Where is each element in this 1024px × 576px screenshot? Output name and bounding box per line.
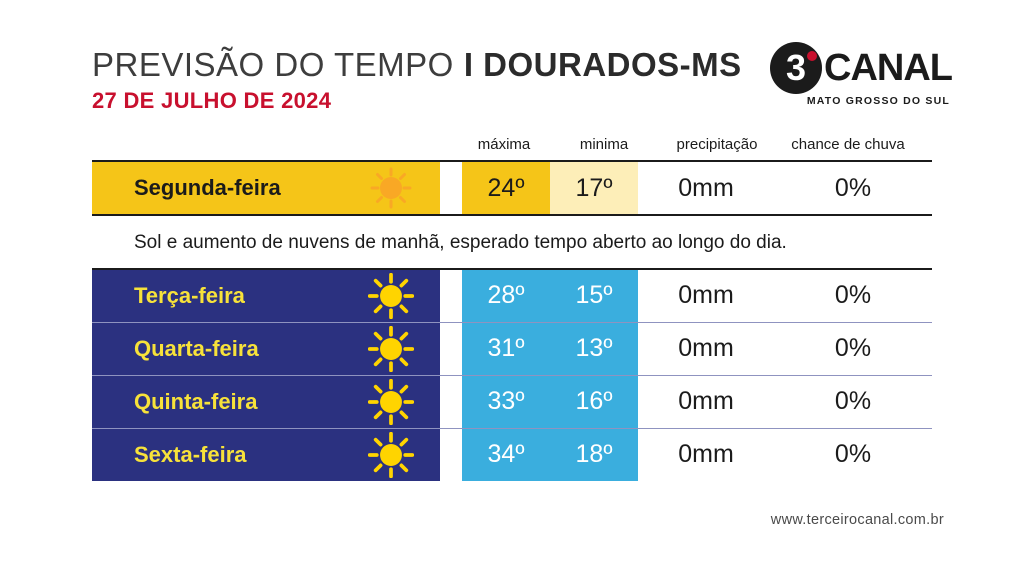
- max-temp: 28º: [462, 270, 550, 322]
- today-precipitation: 0mm: [678, 173, 734, 202]
- table-row: [92, 322, 932, 375]
- table-row: [92, 375, 932, 428]
- day-cell: [92, 376, 440, 428]
- min-temp: 13º: [550, 323, 638, 375]
- rain-chance: 0%: [834, 281, 872, 310]
- day-label: Sexta-feira: [134, 441, 247, 467]
- precipitation: 0mm: [678, 334, 734, 363]
- sun-icon: [368, 273, 414, 319]
- today-max-temp: 24º: [462, 162, 550, 214]
- website-url[interactable]: www.terceirocanal.com.br: [770, 512, 944, 528]
- precipitation: 0mm: [678, 440, 734, 469]
- day-label: Terça-feira: [134, 282, 245, 308]
- logo-badge-icon: 3: [770, 42, 822, 94]
- row-gap: [440, 270, 462, 322]
- max-temp: 33º: [462, 376, 550, 428]
- min-temp: 15º: [550, 270, 638, 322]
- precipitation: 0mm: [678, 387, 734, 416]
- max-temp: 34º: [462, 429, 550, 481]
- day-cell: [92, 323, 440, 375]
- rain-chance: 0%: [834, 334, 872, 363]
- max-temp: 31º: [462, 323, 550, 375]
- row-gap: [440, 323, 462, 375]
- min-temp: 16º: [550, 376, 638, 428]
- column-headers: [92, 136, 932, 156]
- sun-icon: [368, 165, 414, 211]
- sun-icon: [368, 379, 414, 425]
- logo-wordmark: CANAL: [824, 46, 952, 89]
- row-gap: [440, 429, 462, 481]
- today-day-label: Segunda-feira: [134, 175, 281, 200]
- page-header: [92, 46, 742, 114]
- future-rows: [92, 270, 932, 481]
- page-title-city: I DOURADOS-MS: [463, 46, 742, 83]
- day-cell: [92, 270, 440, 322]
- column-header-precipitacao: precipitação: [676, 136, 758, 153]
- precipitation: 0mm: [678, 281, 734, 310]
- page-title-main: PREVISÃO DO TEMPO: [92, 46, 454, 83]
- today-rain-chance: 0%: [834, 173, 872, 202]
- page-title: [92, 46, 742, 84]
- column-header-maxima: máxima: [477, 136, 531, 153]
- sun-icon: [368, 432, 414, 478]
- sun-icon: [368, 326, 414, 372]
- forecast-table: [92, 160, 932, 481]
- today-gap: [440, 162, 462, 214]
- logo-subtitle: MATO GROSSO DO SUL: [806, 95, 950, 107]
- today-day-cell: [92, 162, 440, 214]
- rain-chance: 0%: [834, 387, 872, 416]
- day-label: Quinta-feira: [134, 388, 258, 414]
- channel-logo: [770, 42, 952, 107]
- today-description: Sol e aumento de nuvens de manhã, esperado tempo aberto ao longo do dia.: [134, 232, 787, 253]
- table-row: [92, 428, 932, 481]
- day-cell: [92, 429, 440, 481]
- today-min-temp: 17º: [550, 162, 638, 214]
- column-header-minima: minima: [579, 136, 629, 153]
- day-label: Quarta-feira: [134, 335, 259, 361]
- forecast-date: 27 DE JULHO DE 2024: [92, 88, 332, 113]
- rain-chance: 0%: [834, 440, 872, 469]
- logo-row: [770, 42, 952, 94]
- table-row: [92, 270, 932, 322]
- table-row-today: [92, 162, 932, 214]
- row-gap: [440, 376, 462, 428]
- min-temp: 18º: [550, 429, 638, 481]
- column-header-chance: chance de chuva: [791, 136, 905, 153]
